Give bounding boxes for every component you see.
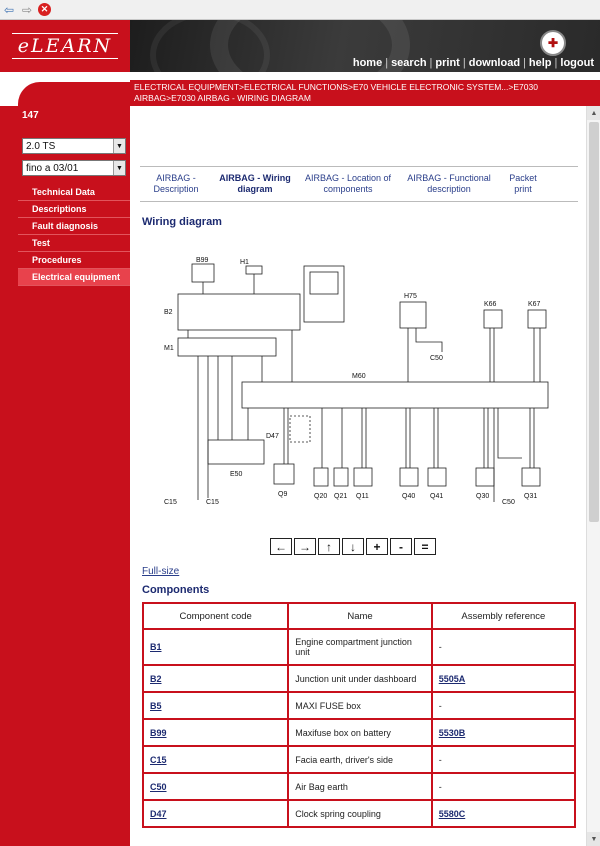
engine-select[interactable] [22,138,126,154]
label-d47: D47 [266,433,279,440]
stop-icon[interactable]: ✕ [38,3,51,16]
full-size-link[interactable]: Full-size [142,566,180,577]
label-k66: K66 [484,301,497,308]
tab-wiring-diagram[interactable]: AIRBAG - Wiring diagram [219,173,291,194]
label-c15-b: C15 [206,499,219,506]
assembly-reference-link[interactable]: 5530B [432,719,575,746]
component-code-link[interactable]: B2 [143,665,288,692]
label-h75: H75 [404,293,417,300]
zoom-out-button[interactable]: - [390,538,412,555]
components-table [142,602,576,828]
table-row [143,719,575,746]
chevron-down-icon[interactable]: ▼ [113,139,125,153]
diagram-zoom-controls [270,538,436,555]
date-select-value: fino a 03/01 [26,162,79,174]
column-header: Component code [143,603,288,629]
sidebar [0,72,130,846]
browser-toolbar [0,0,600,20]
component-name: Air Bag earth [288,773,431,800]
pan-right-button[interactable]: → [294,538,316,555]
assembly-reference: - [432,629,575,665]
tab-functional-description[interactable]: AIRBAG - Functional description [407,173,491,194]
date-select[interactable] [22,160,126,176]
label-e50: E50 [230,471,243,478]
scroll-up-icon[interactable]: ▲ [587,106,600,120]
scroll-thumb[interactable] [589,122,599,522]
sidebar-item-descriptions[interactable]: Descriptions [18,201,130,218]
table-row [143,746,575,773]
label-b2: B2 [164,309,173,316]
label-m60: M60 [352,373,366,380]
components-title: Components [142,584,210,596]
nav-home[interactable]: home [352,57,383,69]
assembly-reference-link[interactable]: 5580C [432,800,575,827]
component-code-link[interactable]: C50 [143,773,288,800]
sidebar-item-procedures[interactable]: Procedures [18,252,130,269]
sidebar-item-test[interactable]: Test [18,235,130,252]
back-arrow-icon[interactable]: ⇦ [3,2,15,17]
component-name: Junction unit under dashboard [288,665,431,692]
wiring-diagram[interactable] [142,242,562,512]
tab-description[interactable]: AIRBAG - Description [153,173,199,194]
label-q31: Q31 [524,493,538,500]
table-row [143,800,575,827]
label-q11: Q11 [356,493,369,500]
label-q41: Q41 [430,493,444,500]
wiring-diagram-title: Wiring diagram [142,216,222,228]
breadcrumb: ELECTRICAL EQUIPMENT>ELECTRICAL FUNCTIONS>E70 VEHICLE ELECTRONIC SYSTEM...>E7030 AIRBAG>E7030 AIRBAG - WIRING DIAGRAM [130,80,600,106]
table-row [143,692,575,719]
label-c15-a: C15 [164,499,177,506]
elearn-logo [0,20,130,72]
assembly-reference-link[interactable]: 5505A [432,665,575,692]
label-q30: Q30 [476,493,490,500]
label-c50: C50 [430,355,443,362]
component-code-link[interactable]: C15 [143,746,288,773]
component-name: Facia earth, driver's side [288,746,431,773]
label-c50-b: C50 [502,499,515,506]
assembly-reference: - [432,773,575,800]
label-m1: M1 [164,345,174,352]
sidebar-item-electrical-equipment[interactable]: Electrical equipment [18,269,130,286]
label-q40: Q40 [402,493,416,500]
label-b99: B99 [196,257,209,264]
component-name: Clock spring coupling [288,800,431,827]
table-header-row [143,603,575,629]
assembly-reference: - [432,746,575,773]
table-row [143,665,575,692]
pan-up-button[interactable]: ↑ [318,538,340,555]
component-code-link[interactable]: B1 [143,629,288,665]
component-name: MAXI FUSE box [288,692,431,719]
component-code-link[interactable]: B99 [143,719,288,746]
header-banner [130,20,600,72]
chevron-down-icon[interactable]: ▼ [113,161,125,175]
table-row [143,629,575,665]
component-code-link[interactable]: B5 [143,692,288,719]
zoom-in-button[interactable]: + [366,538,388,555]
app-header [0,20,600,72]
label-q9: Q9 [278,491,288,498]
zoom-reset-button[interactable]: = [414,538,436,555]
label-q21: Q21 [334,493,348,500]
main-content [130,106,586,846]
nav-download[interactable]: download [468,57,521,69]
pan-down-button[interactable]: ↓ [342,538,364,555]
sidebar-item-technical-data[interactable]: Technical Data [18,184,130,201]
tab-packet-print[interactable]: Packet print [509,173,537,194]
nav-search[interactable]: search [391,57,427,69]
nav-help[interactable]: help [528,57,552,69]
engine-select-value: 2.0 TS [26,140,56,152]
scroll-down-icon[interactable]: ▼ [587,832,600,846]
tab-location-of-components[interactable]: AIRBAG - Location of components [304,173,392,194]
header-nav: home | search | print | download | help | logout [352,57,594,69]
label-k67: K67 [528,301,541,308]
table-row [143,773,575,800]
pan-left-button[interactable]: ← [270,538,292,555]
logo-text: eLEARN [12,33,118,59]
assembly-reference: - [432,692,575,719]
brand-badge-icon: ✚ [540,30,566,56]
label-h1: H1 [240,259,249,266]
sidebar-item-fault-diagnosis[interactable]: Fault diagnosis [18,218,130,235]
section-tabs [140,166,578,202]
column-header: Name [288,603,431,629]
model-number: 147 [22,110,39,121]
component-name: Engine compartment junction unit [288,629,431,665]
label-q20: Q20 [314,493,328,500]
column-header: Assembly reference [432,603,575,629]
component-code-link[interactable]: D47 [143,800,288,827]
content-scrollbar[interactable] [586,106,600,846]
forward-arrow-icon[interactable]: ⇨ [21,2,33,17]
nav-print[interactable]: print [435,57,460,69]
sidebar-menu [18,184,130,286]
component-name: Maxifuse box on battery [288,719,431,746]
nav-logout[interactable]: logout [560,57,594,69]
